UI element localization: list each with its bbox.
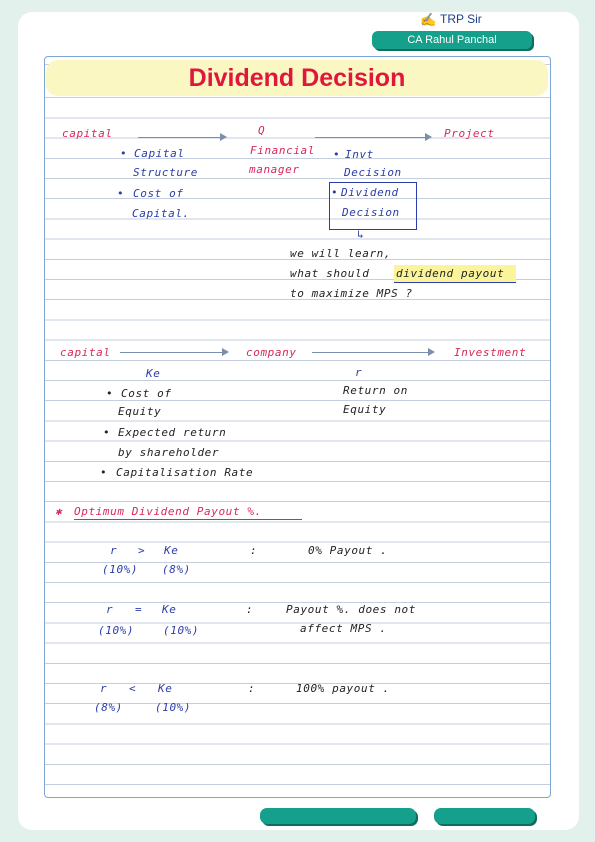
case1-r-value: (10%)	[102, 563, 139, 576]
case3-r: r	[100, 682, 108, 695]
flow2-company: company	[246, 346, 297, 359]
case2-colon: :	[246, 603, 254, 616]
heading-underline	[74, 519, 302, 520]
capital-item-2a: Cost of	[133, 187, 184, 200]
footer-pill-left	[260, 808, 416, 824]
case2-ke: Ke	[162, 603, 177, 616]
capital-item-2b: Capital.	[132, 207, 190, 220]
flow2-investment: Investment	[454, 346, 527, 359]
note-line2: what should	[290, 267, 370, 280]
pencil-icon: ✍	[420, 12, 437, 27]
case2-result-1: Payout %. does not	[286, 603, 417, 616]
decision-dividend-2: Decision	[342, 206, 400, 219]
arrow-head-icon	[222, 348, 229, 356]
bullet-dot: •	[333, 148, 341, 161]
ke-item-3: Capitalisation Rate	[116, 466, 254, 479]
author-badge: CA Rahul Panchal	[372, 31, 532, 49]
bullet-dot: •	[331, 186, 339, 199]
case2-op: =	[135, 603, 143, 616]
flow2-r: r	[355, 366, 363, 379]
ke-item-2b: by shareholder	[118, 446, 220, 459]
case2-r: r	[106, 603, 114, 616]
flow1-fm-line2: manager	[249, 163, 300, 176]
case2-ke-value: (10%)	[163, 624, 200, 637]
bullet-dot: •	[100, 466, 108, 479]
r-item-2: Equity	[343, 403, 387, 416]
arrow-head-icon	[425, 133, 432, 141]
down-arrow-icon: ↳	[357, 228, 365, 241]
case1-r: r	[110, 544, 118, 557]
case1-result: 0% Payout .	[308, 544, 388, 557]
flow1-project: Project	[444, 127, 495, 140]
section-heading: Optimum Dividend Payout %.	[74, 505, 262, 518]
case2-result-2: affect MPS .	[300, 622, 387, 635]
brand-header	[420, 12, 540, 28]
bullet-dot: •	[103, 426, 111, 439]
ke-item-1b: Equity	[118, 405, 162, 418]
flow1-fm-line1: Financial	[250, 144, 316, 157]
arrow-head-icon	[428, 348, 435, 356]
star-icon: ✱	[55, 505, 63, 518]
decision-invt: Invt	[345, 148, 374, 161]
arrow-fm-to-project	[315, 137, 427, 138]
case3-result: 100% payout .	[296, 682, 390, 695]
footer-pill-right	[434, 808, 535, 824]
note-line3: to maximize MPS ?	[290, 287, 413, 300]
ke-item-1a: Cost of	[121, 387, 172, 400]
case1-ke: Ke	[164, 544, 179, 557]
arrow-head-icon	[220, 133, 227, 141]
case3-ke: Ke	[158, 682, 173, 695]
arrow-capital-to-fm	[138, 137, 222, 138]
capital-item-1a: Capital	[134, 147, 185, 160]
flow2-ke: Ke	[146, 367, 161, 380]
note-highlight: dividend payout	[396, 267, 505, 280]
flow2-capital: capital	[60, 346, 111, 359]
arrow-capital-to-company	[120, 352, 224, 353]
ke-item-2a: Expected return	[118, 426, 227, 439]
capital-item-1b: Structure	[133, 166, 199, 179]
r-item-1: Return on	[343, 384, 409, 397]
note-line1: we will learn,	[290, 247, 392, 260]
bullet-dot: •	[120, 147, 128, 160]
case1-op: >	[138, 544, 146, 557]
decision-invt-2: Decision	[344, 166, 402, 179]
case1-colon: :	[250, 544, 258, 557]
case3-r-value: (8%)	[94, 701, 123, 714]
case3-op: <	[129, 682, 137, 695]
case2-r-value: (10%)	[98, 624, 135, 637]
bullet-dot: •	[117, 187, 125, 200]
arrow-company-to-investment	[312, 352, 430, 353]
case1-ke-value: (8%)	[162, 563, 191, 576]
case3-colon: :	[248, 682, 256, 695]
case3-ke-value: (10%)	[155, 701, 192, 714]
brand-name: TRP Sir	[440, 12, 482, 26]
flow1-capital: capital	[62, 127, 113, 140]
page-title: Dividend Decision	[188, 64, 406, 92]
decision-dividend: Dividend	[341, 186, 399, 199]
bullet-dot: •	[106, 387, 114, 400]
flow1-q: Q	[258, 124, 266, 137]
